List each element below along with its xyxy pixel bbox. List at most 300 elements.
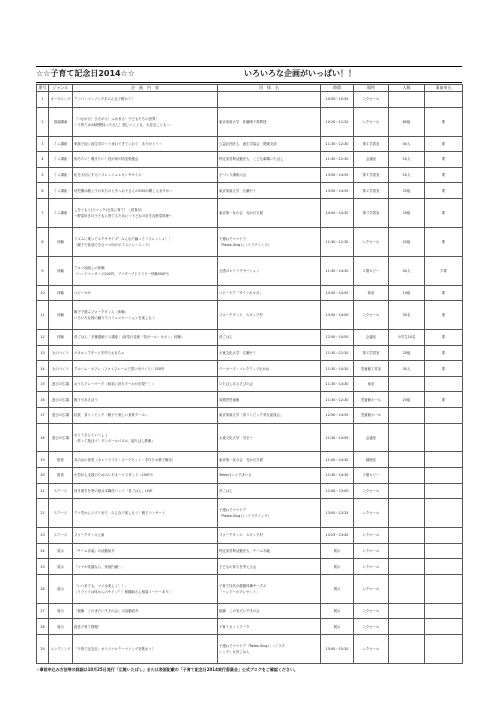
row-place: レクホール: [354, 603, 389, 619]
footer-note: ☆事前申込み方法等の詳細は10月25日発行「広報いたばし」または表面記載の「子育て記念日2014実行委員会」公式ブログをご確認ください。: [36, 667, 298, 672]
row-number: 8: [37, 227, 49, 256]
row-organization: [218, 301, 321, 330]
row-number: 26: [37, 574, 49, 603]
row-time: 11:30〜14:30: [321, 361, 354, 377]
row-time: 展示: [321, 619, 354, 635]
row-application: 要: [425, 183, 463, 199]
row-content: [73, 468, 218, 484]
row-organization-line: 大東文化大学 広瀬ゼミ: [219, 350, 257, 355]
row-application: 要: [425, 167, 463, 183]
table-row: [37, 603, 463, 619]
table-row: [37, 107, 463, 136]
row-count: 25組: [389, 227, 425, 256]
table-row: [37, 198, 463, 227]
row-application: [425, 559, 463, 575]
row-content: [73, 392, 218, 408]
row-content-line: アナ雪からジブリまで みんなで楽しもう！親子コンサート: [74, 511, 166, 516]
row-content: [73, 330, 218, 346]
row-application: [425, 574, 463, 603]
table-row: [37, 301, 463, 330]
table-row: [37, 136, 463, 152]
row-content-line: おとうさんといっしょ: [74, 432, 108, 437]
row-application: 要: [425, 152, 463, 168]
row-number: 16: [37, 392, 49, 408]
row-organization: [218, 183, 321, 199]
row-organization-line: 特定非営利活動法人 こども劇場いたばし: [219, 157, 284, 162]
row-organization-line: フォークダンス スキップ村: [219, 533, 263, 538]
row-time: 11:30〜14:30: [321, 256, 354, 285]
row-content: [73, 198, 218, 227]
row-place: 調理室: [354, 452, 389, 468]
table-row: [37, 285, 463, 301]
row-content-line: 〜子育ては24時間待ったなし！嬉しいことも、大変なことも〜」: [74, 122, 174, 127]
row-genre: ミニ講座: [49, 183, 73, 199]
row-content-line: アロマ油溶しの体験: [74, 265, 105, 270]
row-number: 19: [37, 452, 49, 468]
row-organization: [218, 152, 321, 168]
row-application: 要: [425, 361, 463, 377]
row-application: 要: [425, 392, 463, 408]
row-content-line: 「ママが笑顔なら、家庭円満！」: [74, 564, 125, 569]
row-application: 不要: [425, 256, 463, 285]
row-content: [73, 634, 218, 663]
table-row: [37, 376, 463, 392]
row-place: レクホール: [354, 634, 389, 663]
row-organization-line: いたばしあるそびの会: [219, 382, 253, 387]
row-organization: [218, 543, 321, 559]
row-count: 30人: [389, 361, 425, 377]
row-place: レクホール: [354, 227, 389, 256]
row-number: 11: [37, 301, 49, 330]
table-row: [37, 452, 463, 468]
row-number: 27: [37, 603, 49, 619]
row-organization-line: 『Relax-Sing♪』（リラクシング）: [219, 242, 272, 247]
row-application: 要: [425, 198, 463, 227]
row-count: [389, 468, 425, 484]
row-content: [73, 107, 218, 136]
row-content: [73, 543, 218, 559]
row-number: 14: [37, 361, 49, 377]
row-content-line: 親子で遊ぶフォークダンス（体験）: [74, 310, 128, 315]
row-number: 10: [37, 285, 49, 301]
row-count: [389, 376, 425, 392]
row-number: 2: [37, 107, 49, 136]
row-genre: 展示: [49, 559, 73, 575]
row-time: 13:00〜13:25: [321, 499, 354, 528]
row-number: 1: [37, 92, 49, 108]
row-place: 会議室: [354, 152, 389, 168]
table-row: [37, 634, 463, 663]
row-content: [73, 183, 218, 199]
row-content-line: リズムに乗ってエクササイズ！みんなで踊ってリフレッシュ！！: [74, 236, 172, 241]
row-organization: [218, 345, 321, 361]
row-organization-line: 東京家政大学「食リンピック実行委員会」: [219, 413, 284, 418]
row-organization: [218, 376, 321, 392]
row-genre: 展示: [49, 543, 73, 559]
row-time: 展示: [321, 543, 354, 559]
row-content: [73, 227, 218, 256]
row-place: 児童館ホール: [354, 407, 389, 423]
row-number: 18: [37, 423, 49, 452]
row-content-line: アンパンマンソングをみんなで歌おう！: [74, 97, 135, 102]
row-content: [73, 136, 218, 152]
row-content: [73, 361, 218, 377]
row-genre: 遊びの広場: [49, 376, 73, 392]
row-genre: 体験: [49, 285, 73, 301]
row-time: 13:50〜14:50: [321, 285, 354, 301]
row-content-line: 「板橋 このまだいすきの会」の活動紹介: [74, 609, 139, 614]
row-organization-line: 東京第一友の会 光が丘方面: [219, 210, 264, 215]
row-organization: [218, 198, 321, 227]
row-content-line: （作って遊ぼう！ダンボールパズル、割りばし鉄砲）: [74, 438, 155, 443]
row-time: 12:40〜13:00: [321, 483, 354, 499]
row-content: [73, 167, 218, 183]
row-organization: [218, 528, 321, 544]
row-genre: 体験: [49, 330, 73, 346]
page-tagline: いろいろな企画がいっぱい！！: [244, 69, 356, 78]
row-genre: オープニング: [49, 92, 73, 108]
row-organization: [218, 330, 321, 346]
row-place: レクホール: [354, 574, 389, 603]
row-content: [73, 528, 218, 544]
row-organization-line: 子連れでママケア: [219, 236, 247, 241]
row-place: 第１学習室: [354, 136, 389, 152]
row-count: [389, 543, 425, 559]
row-time: 11:30〜12:30: [321, 345, 354, 361]
row-organization-line: ベビーケア「サイン＆ヨガ」: [219, 290, 263, 295]
table-row: [37, 619, 463, 635]
row-application: [425, 423, 463, 452]
row-place: レクホール: [354, 499, 389, 528]
table-row: [37, 345, 463, 361]
row-count: 10組: [389, 285, 425, 301]
row-application: [425, 407, 463, 423]
row-place: 会議室: [354, 330, 389, 346]
row-organization: [218, 285, 321, 301]
row-application: [425, 483, 463, 499]
row-application: 要: [425, 136, 463, 152]
row-content-line: フォークダンス公演: [74, 533, 105, 538]
row-organization: [218, 634, 321, 663]
row-organization: [218, 92, 321, 108]
row-application: 要: [425, 301, 463, 330]
row-organization-line: ワーカーズ・コレクティブ止がね: [219, 366, 270, 371]
row-organization-line: 板橋 このまだいすきの会: [219, 609, 260, 614]
row-time: 10:50〜10:55: [321, 92, 354, 108]
row-organization-line: 「ハッピーのプレゼント」: [219, 589, 260, 594]
row-content-line: 親子であそぼう: [74, 397, 98, 402]
row-count: [389, 634, 425, 663]
row-genre: ミニ講座: [49, 167, 73, 183]
row-time: 11:30〜12:30: [321, 152, 354, 168]
row-number: 24: [37, 543, 49, 559]
row-organization: [218, 483, 321, 499]
table-row: [37, 330, 463, 346]
row-place: レクホール: [354, 92, 389, 108]
row-content-line: 「チーム赤堀」の活動紹介: [74, 548, 115, 553]
row-number: 4: [37, 152, 49, 168]
row-time: 12:50〜14:50: [321, 407, 354, 423]
table-row: [37, 574, 463, 603]
row-organization: [218, 452, 321, 468]
row-organization-line: シング）＆昔ごはん: [219, 649, 250, 654]
row-genre: 飲食: [49, 452, 73, 468]
row-genre: 体験: [49, 301, 73, 330]
row-content-line: 私を大切にするリフレッシュエキシササイズ: [74, 172, 142, 177]
row-application: [425, 634, 463, 663]
row-content: [73, 483, 218, 499]
row-organization-line: 『Relax-Sing♪』（リラクシング）: [219, 514, 272, 519]
row-content: [73, 301, 218, 330]
row-count: [389, 603, 425, 619]
row-organization-line: 東京家政大学 佐藤晴子准教授: [219, 119, 267, 124]
row-place: レクホール: [354, 483, 389, 499]
row-number: 25: [37, 559, 49, 575]
row-content: [73, 574, 218, 603]
row-genre: 基調講演: [49, 107, 73, 136]
row-organization-line: 子づくり講座の会: [219, 172, 247, 177]
row-count: 30名: [389, 301, 425, 330]
row-organization: [218, 559, 321, 575]
row-content: [73, 376, 218, 392]
table-body: [37, 92, 463, 664]
row-number: 21: [37, 483, 49, 499]
row-number: 22: [37, 499, 49, 528]
header-time: 時間: [321, 85, 354, 92]
row-content-line: 抗抵 食リンピック（親子で楽しい食育ゲーム）: [74, 413, 149, 418]
table-row: [37, 499, 463, 528]
row-content: [73, 452, 218, 468]
row-application: [425, 452, 463, 468]
row-content-line: 「いつまでも、ママは美しく！！」: [74, 583, 129, 588]
row-application: [425, 619, 463, 635]
table-row: [37, 423, 463, 452]
row-number: 3: [37, 136, 49, 152]
row-organization-line: 東京第一友の会 光が丘方面: [219, 457, 264, 462]
row-time: 11:30〜12:30: [321, 136, 354, 152]
row-number: 17: [37, 407, 49, 423]
row-organization: [218, 136, 321, 152]
row-place: 会議室: [354, 423, 389, 452]
table-header-row: [37, 85, 463, 92]
row-place: 和室: [354, 285, 389, 301]
table-row: [37, 559, 463, 575]
row-application: [425, 499, 463, 528]
row-application: 要: [425, 107, 463, 136]
table-row: [37, 256, 463, 285]
row-genre: ステージ: [49, 499, 73, 528]
header-number: 番号: [38, 85, 47, 90]
row-place: レクホール: [354, 543, 389, 559]
row-count: 20人: [389, 152, 425, 168]
row-application: [425, 528, 463, 544]
row-genre: ステージ: [49, 528, 73, 544]
row-count: [389, 574, 425, 603]
row-content: [73, 345, 218, 361]
row-time: 13:50〜14:50: [321, 167, 354, 183]
row-number: 15: [37, 376, 49, 392]
row-time: 展示: [321, 574, 354, 603]
row-organization-line: 昔ごはん: [219, 488, 233, 493]
row-organization-line: 子連れでママケア: [219, 508, 247, 513]
row-genre: 展示: [49, 619, 73, 635]
header-application: 事前申込: [425, 85, 463, 92]
row-application: 要: [425, 345, 463, 361]
header-place: 場所: [354, 85, 389, 92]
row-organization: [218, 256, 321, 285]
row-organization-line: 子連れでママケア「Relax-Sing♪」（リラク: [219, 643, 285, 648]
row-organization-line: 子どもの育ちを考える会: [219, 564, 257, 569]
row-genre: ものづくり: [49, 345, 73, 361]
row-count: [389, 499, 425, 528]
row-organization-line: 公益社団法人 誕生学協会 関東支部: [219, 141, 277, 146]
row-time: 11:30〜14:30: [321, 468, 354, 484]
row-content-line: 夜長子育て情報！: [74, 624, 102, 629]
row-organization: [218, 619, 321, 635]
row-content-line: いろいろな国の踊りでコミュニケーションを楽しもう: [74, 316, 156, 321]
row-organization: [218, 167, 321, 183]
row-content: [73, 407, 218, 423]
row-organization: [218, 423, 321, 452]
row-number: 7: [37, 198, 49, 227]
header-organization: 団 体 名: [218, 85, 321, 92]
row-genre: 体験: [49, 256, 73, 285]
table-row: [37, 407, 463, 423]
row-content-line: 家族で迎く誕生学の〜うまれてきてくれて ありがとう〜: [74, 141, 163, 146]
row-count: 25組: [389, 345, 425, 361]
row-content-line: 「子育て記念日」オリジナルテーマソングを歌おう！: [74, 646, 156, 651]
row-genre: ミニ講座: [49, 198, 73, 227]
row-count: [389, 528, 425, 544]
row-content-line: アルバム・カフェ（フォトフレームで思い出づくり）200円: [74, 366, 165, 371]
row-genre: 遊びの広場: [49, 392, 73, 408]
row-place: レクホール: [354, 559, 389, 575]
row-content-line: 幼児期は親と子の末ちのときへお子さんのSOSが聞こえますか〜: [74, 188, 173, 193]
row-application: [425, 543, 463, 559]
row-time: 11:00〜14:30: [321, 452, 354, 468]
row-place: 第２学習室: [354, 183, 389, 199]
row-application: 要: [425, 285, 463, 301]
row-organization-line: 子育て以代の健康体操サークル: [219, 583, 267, 588]
row-count: 20人: [389, 167, 425, 183]
row-count: 40人: [389, 136, 425, 152]
row-organization: [218, 603, 321, 619]
row-place: 和室: [354, 376, 389, 392]
row-time: 展示: [321, 603, 354, 619]
row-organization-line: 昔ごはん: [219, 335, 233, 340]
row-place: ２階ロビー: [354, 256, 389, 285]
row-place: レクホール: [354, 107, 389, 136]
schedule-table: [36, 84, 463, 664]
row-organization: [218, 574, 321, 603]
row-genre: 展示: [49, 574, 73, 603]
row-content-line: パネルシアターと手作りおもちゃ: [74, 350, 125, 355]
row-count: [389, 407, 425, 423]
row-application: 要: [425, 330, 463, 346]
row-number: 12: [37, 330, 49, 346]
event-title: ☆☆子育て記念日2014☆☆: [36, 69, 135, 78]
row-content-line: 小児がん支援のためのレモネードスタンド（100円）: [74, 473, 156, 478]
table-row: [37, 92, 463, 108]
row-time: 15:00〜15:30: [321, 634, 354, 663]
row-content: [73, 152, 218, 168]
row-content-line: （ハンドマッサージ200円、ブリザーブドフラワー体験500円）: [74, 271, 172, 276]
row-place: 児童館ホール: [354, 392, 389, 408]
row-content-line: 昔ごはん「多様漫画ミニ講座」（南瓜行並新「拾ボール・カボン」体験）: [74, 335, 185, 340]
row-place: 児童館工作室: [354, 361, 389, 377]
row-content: [73, 92, 218, 108]
row-count: [389, 483, 425, 499]
row-organization: [218, 107, 321, 136]
row-genre: エンディング: [49, 634, 73, 663]
table-row: [37, 227, 463, 256]
row-number: 20: [37, 468, 49, 484]
row-time: 展示: [321, 559, 354, 575]
row-content-line: しをぐもぐ(ジャンク)元気に育て！（試食付）: [74, 207, 145, 212]
row-organization-line: 成増児児童館: [219, 397, 240, 402]
header-bar: [36, 66, 462, 83]
row-application: [425, 603, 463, 619]
row-count: 25組: [389, 392, 425, 408]
row-content-line: ベビーヨガ: [74, 290, 91, 295]
row-count: [389, 452, 425, 468]
row-organization: [218, 392, 321, 408]
row-count: [389, 619, 425, 635]
row-organization-line: Teamはっとすまいる: [219, 473, 252, 478]
row-place: 第２学習室: [354, 345, 389, 361]
row-count: [389, 92, 425, 108]
row-count: [389, 559, 425, 575]
row-organization: [218, 407, 321, 423]
row-time: 11:30〜12:30: [321, 392, 354, 408]
row-time: 12:50〜14:50: [321, 330, 354, 346]
row-content: [73, 499, 218, 528]
row-place: 第１学習室: [354, 167, 389, 183]
row-content: [73, 559, 218, 575]
row-number: 23: [37, 528, 49, 544]
table-row: [37, 152, 463, 168]
row-organization: [218, 468, 321, 484]
table-row: [37, 183, 463, 199]
table-row: [37, 543, 463, 559]
row-content: [73, 285, 218, 301]
row-count: 40人: [389, 256, 425, 285]
row-count: [389, 423, 425, 452]
row-count: 25組: [389, 183, 425, 199]
row-count: 80組: [389, 107, 425, 136]
header-count: 人数: [389, 85, 425, 92]
table-row: [37, 392, 463, 408]
row-content-line: 〜野菜好きの子どもに育てるために〜子どもの好きな野菜料理〜: [74, 213, 173, 218]
row-organization-line: フォークダンス スキップ村: [219, 313, 263, 318]
row-place: レクホール: [354, 301, 389, 330]
row-genre: 遊びの広場: [49, 407, 73, 423]
row-time: 13:50〜14:50: [321, 301, 354, 330]
row-time: 11:30〜14:50: [321, 423, 354, 452]
row-content-line: 友の会の食堂（カレーライス・スープセット・手作りお菓子販売）: [74, 457, 176, 462]
row-time: 13:25〜13:40: [321, 528, 354, 544]
row-application: 要: [425, 227, 463, 256]
row-content-line: 同き書きを寄の邸兵本舞伴バンド「昔ごはん」LIVE: [74, 488, 153, 493]
row-place: レクホール: [354, 528, 389, 544]
row-content: [73, 603, 218, 619]
row-genre: ステージ: [49, 483, 73, 499]
row-application: [425, 92, 463, 108]
row-application: [425, 468, 463, 484]
row-organization: [218, 227, 321, 256]
row-content: [73, 256, 218, 285]
table-row: [37, 361, 463, 377]
